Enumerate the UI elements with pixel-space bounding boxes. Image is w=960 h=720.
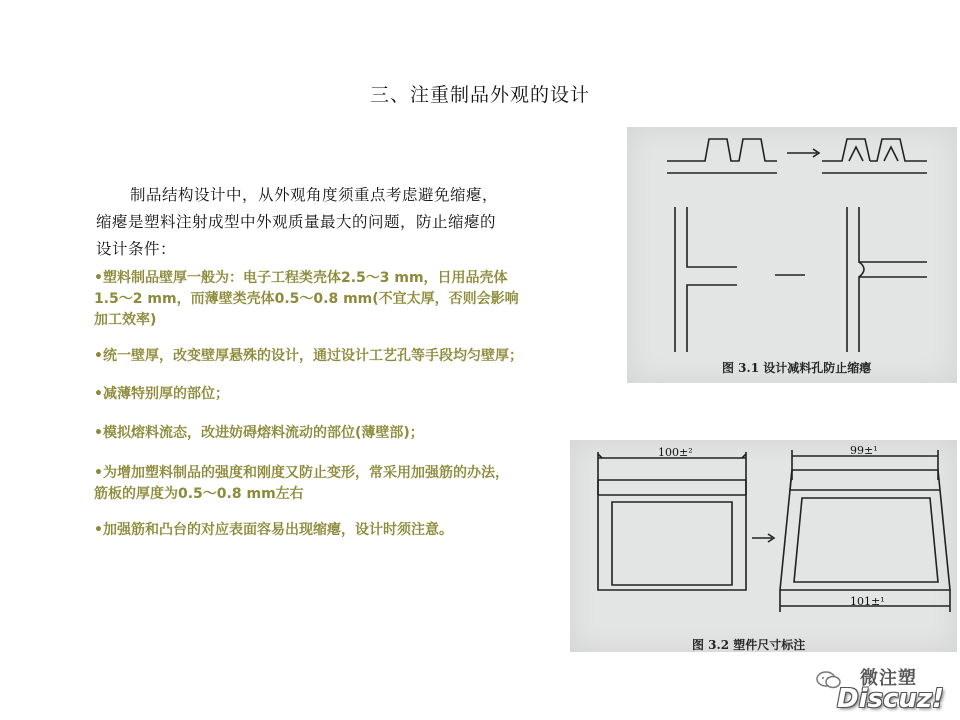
figure-3-2-photo <box>570 440 957 652</box>
bullet-thin-thick-parts <box>94 384 594 405</box>
dim-label-99: 99±¹ <box>850 444 878 457</box>
bullet-line: •塑料制品壁厚一般为：电子工程类壳体2.5～3 mm，日用品壳体 <box>94 270 508 286</box>
figure-3-1-caption: 图 3.1 设计减料孔防止缩瘪 <box>722 361 872 375</box>
bullet-line: 筋板的厚度为0.5～0.8 mm左右 <box>94 486 304 502</box>
intro-line-3: 设计条件： <box>96 240 177 258</box>
figure-3-1-photo <box>627 127 957 383</box>
bullet-line: 1.5～2 mm，而薄壁类壳体0.5～0.8 mm(不宜太厚，否则会影响 <box>94 291 519 307</box>
bullet-wall-thickness <box>94 268 594 331</box>
figure-3-2-caption: 图 3.2 塑件尺寸标注 <box>692 638 806 652</box>
dim-label-101: 101±¹ <box>850 595 885 608</box>
watermark <box>810 662 960 720</box>
bullet-uniform-wall <box>94 346 594 367</box>
intro-line-1: 制品结构设计中，从外观角度须重点考虑避免缩瘪， <box>130 186 499 204</box>
bullet-line: •模拟熔料流态，改进妨碍熔料流动的部位(薄壁部)； <box>94 425 424 441</box>
bullet-flow-simulation <box>94 423 594 444</box>
page-title: 三、注重制品外观的设计 <box>369 84 590 106</box>
bullet-line: •减薄特别厚的部位； <box>94 386 229 402</box>
bullet-line: •加强筋和凸台的对应表面容易出现缩瘪，设计时须注意。 <box>94 522 453 538</box>
intro-line-2: 缩瘪是塑料注射成型中外观质量最大的问题，防止缩瘪的 <box>96 213 497 231</box>
bullet-ribs <box>94 463 594 505</box>
figure-3-1-drawing <box>627 127 957 383</box>
watermark-name: 微注塑 <box>860 668 917 689</box>
intro-paragraph <box>96 182 596 263</box>
bullet-rib-boss-sink <box>94 520 594 541</box>
watermark-site: Discuz! <box>837 684 944 714</box>
dim-label-100: 100±² <box>658 446 693 459</box>
figure-3-2-drawing <box>570 440 957 652</box>
bullet-line: •统一壁厚，改变壁厚悬殊的设计，通过设计工艺孔等手段均匀壁厚； <box>94 348 523 364</box>
bullet-line: 加工效率) <box>94 312 157 328</box>
bullet-line: •为增加塑料制品的强度和刚度又防止变形，常采用加强筋的办法， <box>94 465 509 481</box>
